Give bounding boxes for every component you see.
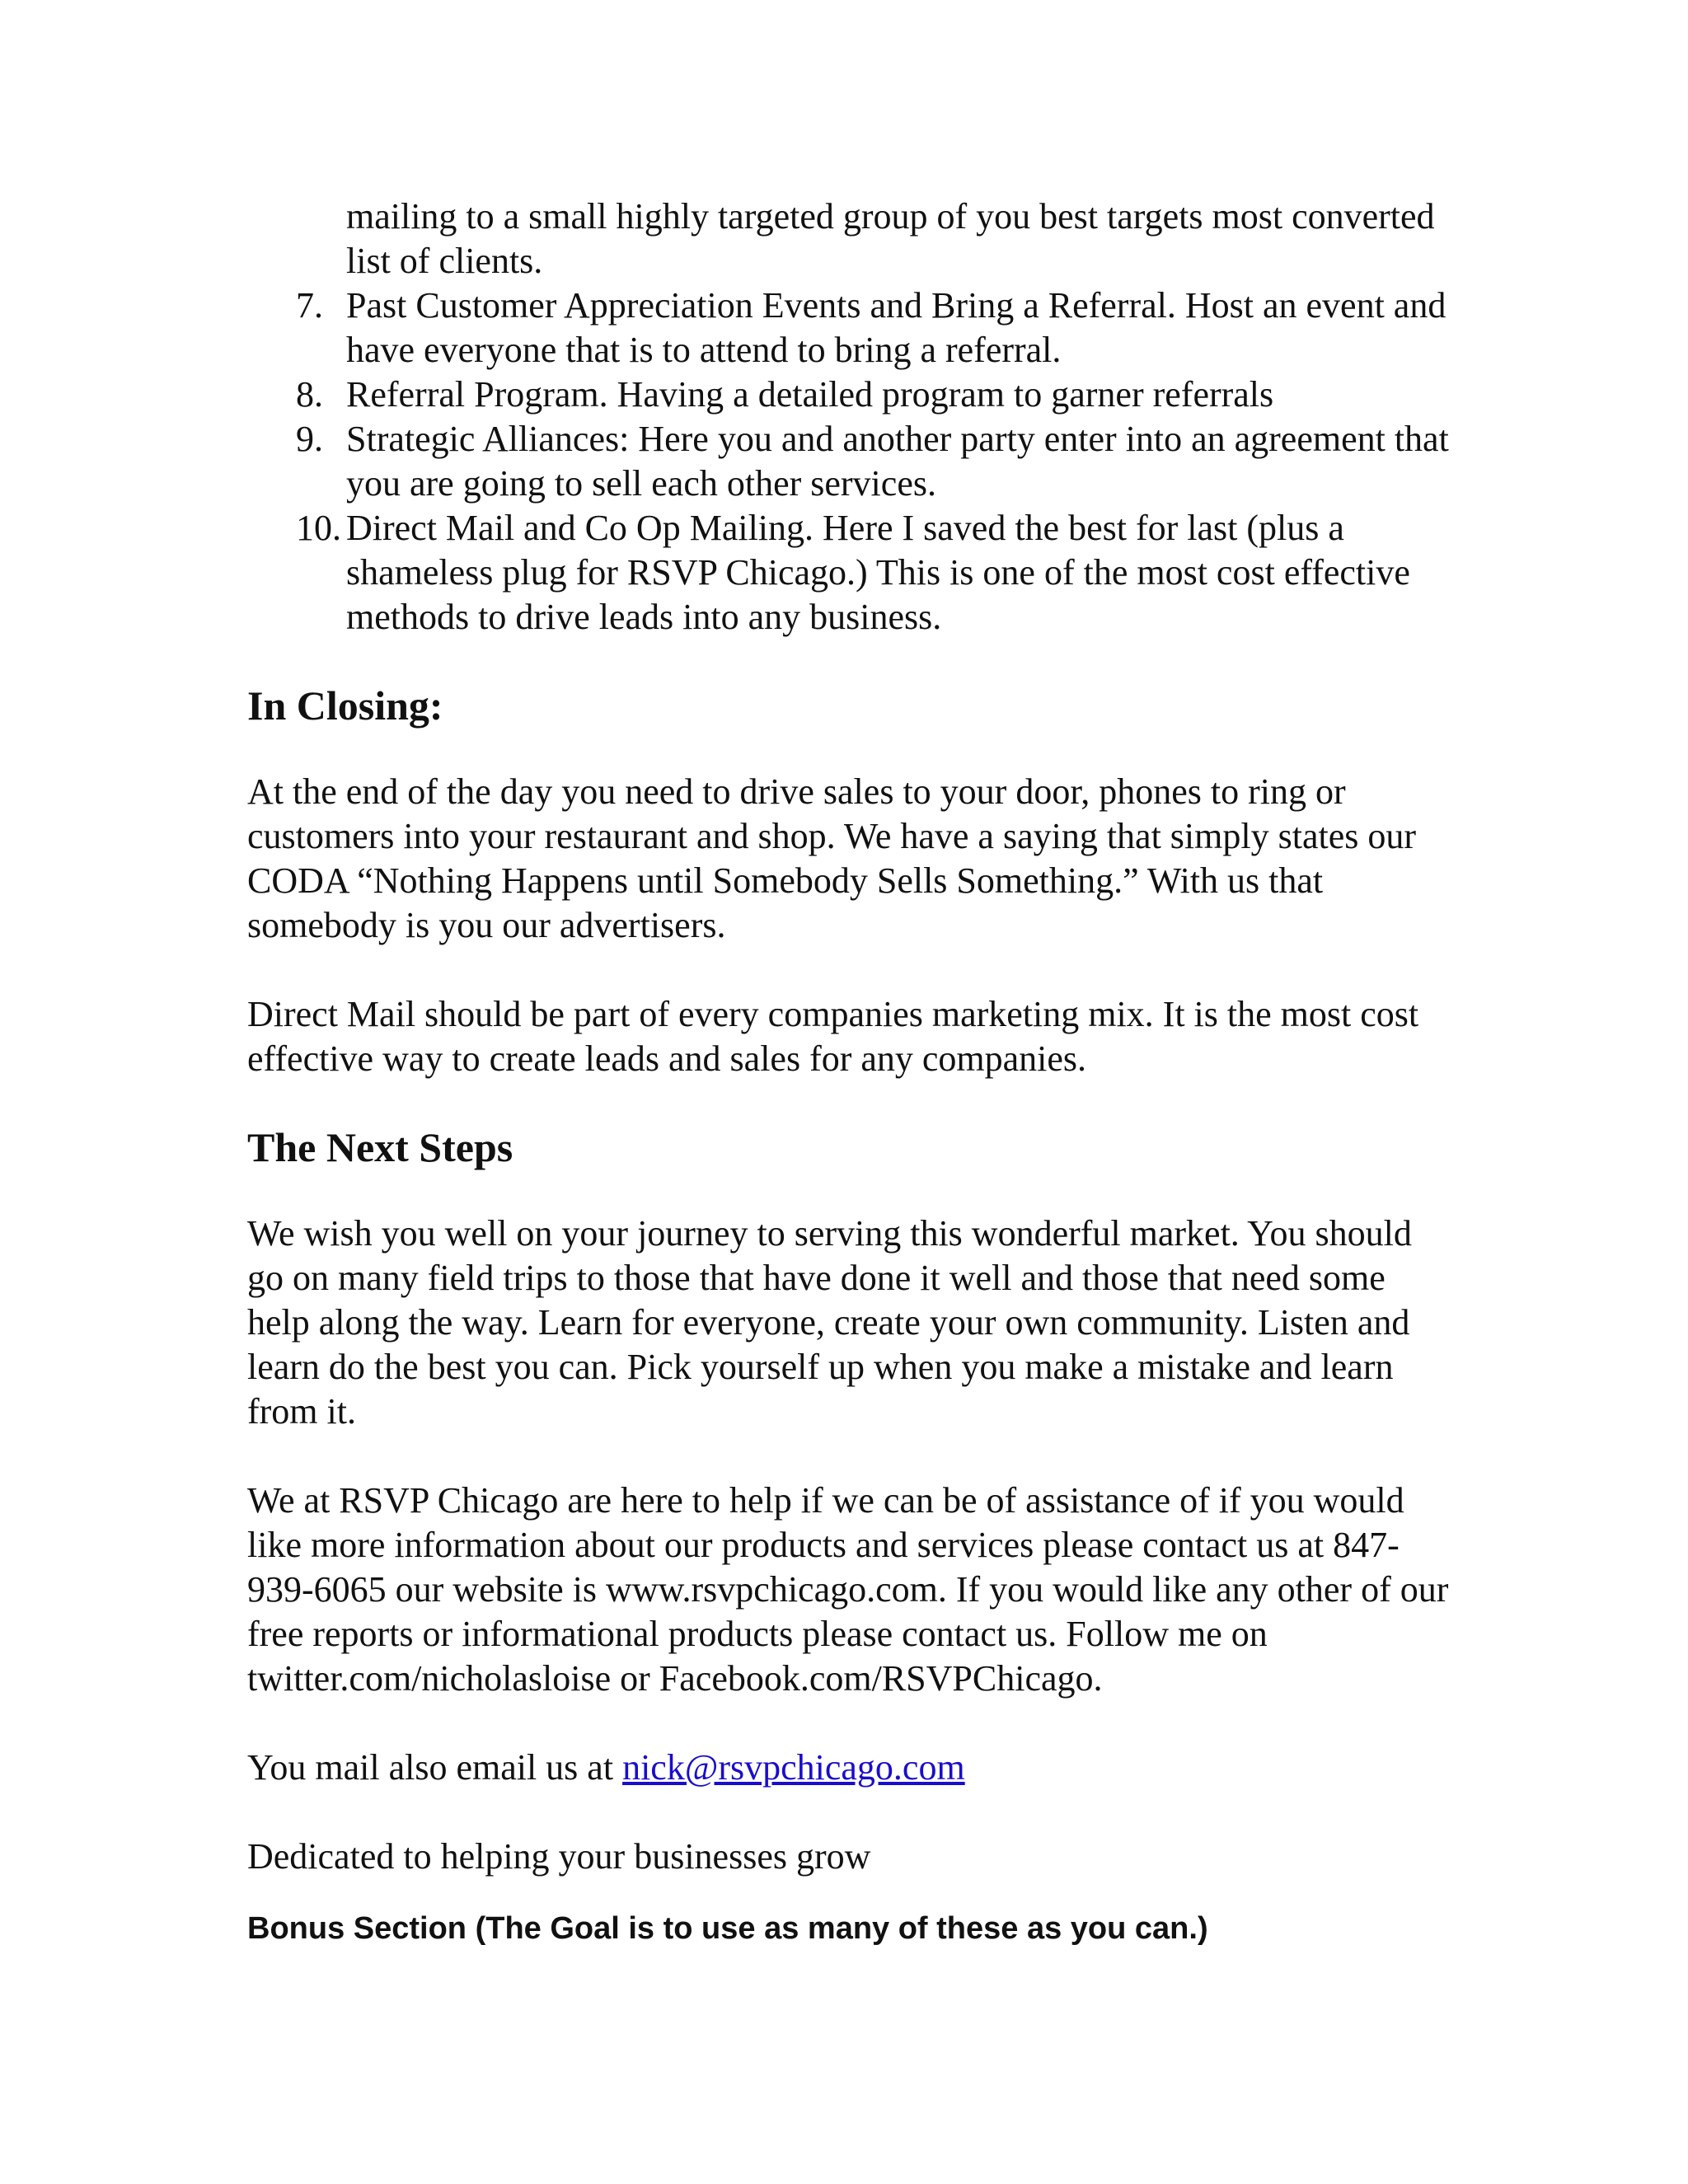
next-steps-paragraph-2: We at RSVP Chicago are here to help if we can be of assistance of if you would like more information about our products and services please contact us at 847-939-6065 our website is www.rsvpchicago.com. If you would like any other of our free reports or informational products please contact us. Follow me on twitter.com/nicholasloise or Facebook.com/RSVPChicago. xyxy=(247,1480,1449,1699)
next-steps-paragraph-1: We wish you well on your journey to serving this wonderful market. You should go on many field trips to those that have done it well and those that need some help along the way. Learn for everyone, create your own community. Listen and learn do the best you can. Pick yourself up when you make a mistake and learn from it. xyxy=(247,1213,1412,1432)
list-item-9 xyxy=(247,417,1451,506)
page-content xyxy=(247,194,1451,1948)
list-number: 8. xyxy=(296,374,323,415)
list-item-7 xyxy=(247,284,1451,373)
numbered-list xyxy=(247,284,1451,640)
email-prefix: You mail also email us at xyxy=(247,1747,623,1788)
list-item-text: Referral Program. Having a detailed program to garner referrals xyxy=(346,374,1274,415)
dedication-line: Dedicated to helping your businesses grow xyxy=(247,1836,871,1877)
list-number: 10. xyxy=(296,508,341,548)
list-number: 9. xyxy=(296,419,323,459)
list-item-8 xyxy=(247,373,1451,417)
list-number: 7. xyxy=(296,285,323,326)
email-link[interactable]: nick@rsvpchicago.com xyxy=(622,1747,965,1788)
closing-paragraph-1: At the end of the day you need to drive sales to your door, phones to ring or customers into your restaurant and shop. We have a saying that simply states our CODA “Nothing Happens until Somebody Sells Something.” With us that somebody is you our advertisers. xyxy=(247,771,1417,945)
closing-paragraph-2: Direct Mail should be part of every companies marketing mix. It is the most cost effective way to create leads and sales for any companies. xyxy=(247,994,1419,1079)
list-item-text: Direct Mail and Co Op Mailing. Here I saved the best for last (plus a shameless plug for RSVP Chicago.) This is one of the most cost effective methods to drive leads into any business. xyxy=(346,508,1410,637)
list-item-10 xyxy=(247,506,1451,640)
list-item-text: Strategic Alliances: Here you and another party enter into an agreement that you are going to sell each other services. xyxy=(346,419,1449,504)
list-item-continuation: mailing to a small highly targeted group of you best targets most converted list of clients. xyxy=(346,196,1435,281)
bonus-section-heading: Bonus Section (The Goal is to use as many of these as you can.) xyxy=(247,1911,1208,1946)
section-heading-in-closing: In Closing: xyxy=(247,682,443,729)
list-item-text: Past Customer Appreciation Events and Bring a Referral. Host an event and have everyone that is to attend to bring a referral. xyxy=(346,285,1447,370)
section-heading-next-steps: The Next Steps xyxy=(247,1124,513,1170)
email-line xyxy=(247,1746,1451,1790)
